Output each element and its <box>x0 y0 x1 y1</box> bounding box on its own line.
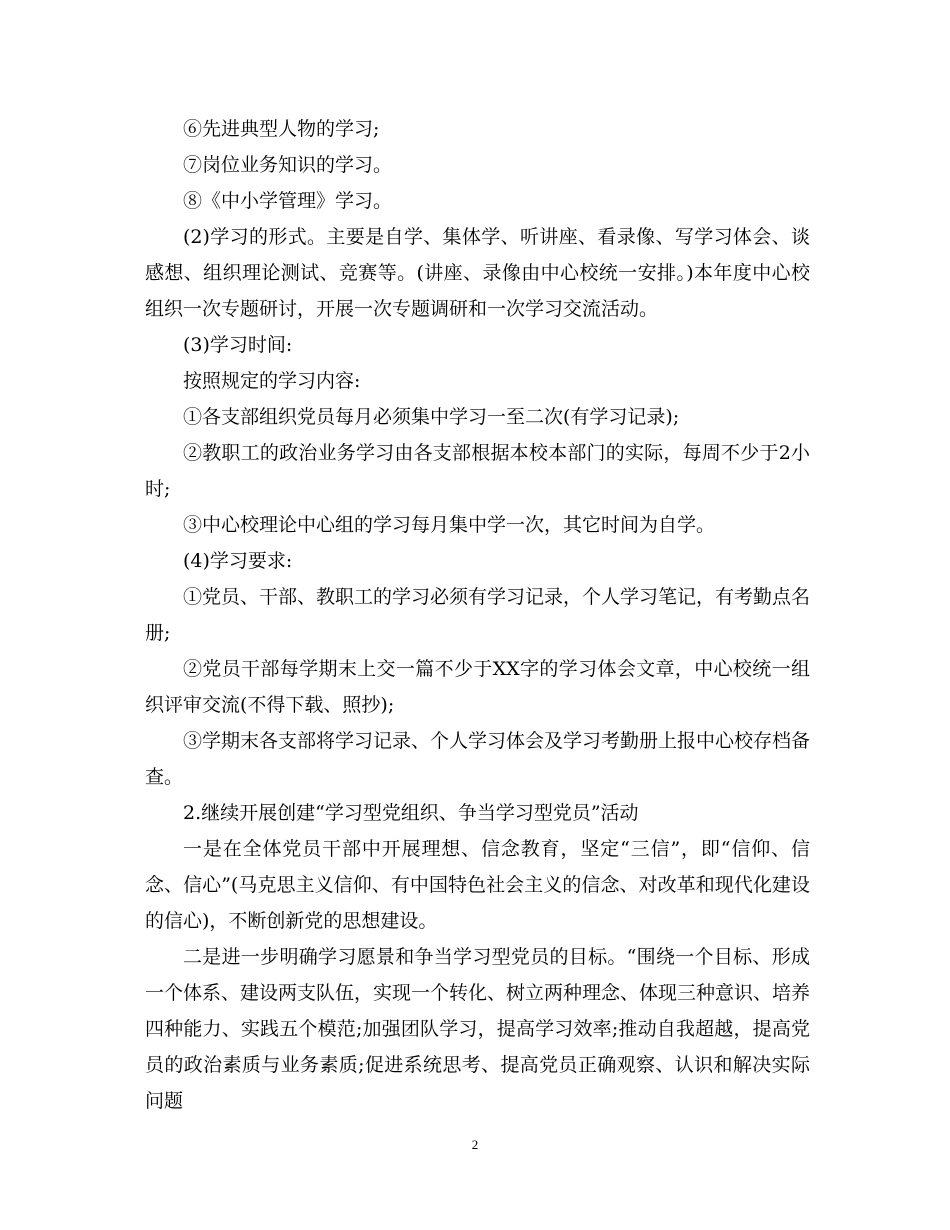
paragraph-study-job-knowledge: ⑦岗位业务知识的学习。 <box>183 154 393 176</box>
paragraph-ideals-education: 一是在全体党员干部中开展理想、信念教育，坚定“三信”，即“信仰、信念、信心”(马克思主义信仰、有中国特色社会主义的信念、对改革和现代化建设的信心)，不断创新党的思想建设。 <box>145 838 810 932</box>
paragraph-branch-monthly-study: ①各支部组织党员每月必须集中学习一至二次(有学习记录); <box>183 406 680 428</box>
paragraph-study-archive-requirement: ③学期末各支部将学习记录、个人学习体会及学习考勤册上报中心校存档备查。 <box>145 730 811 788</box>
paragraph-study-essay-requirement: ②党员干部每学期末上交一篇不少于XX字的学习体会文章，中心校统一组织评审交流(不得下载、照抄); <box>145 658 810 716</box>
page-number: 2 <box>471 1137 479 1152</box>
paragraph-learning-goals: 二是进一步明确学习愿景和争当学习型党员的目标。“围绕一个目标、形成一个体系、建设两支队伍，实现一个转化、树立两种理念、体现三种意识、培养四种能力、实践五个模范;加强团队学习，提高学习效率;推动自我超越，提高党员的政治素质与业务素质;促进系统思考、提高党员正确观察、认识和解决实际问题 <box>145 946 811 1112</box>
paragraph-study-requirements-heading: (4)学习要求: <box>183 550 293 572</box>
paragraph-central-group-study: ③中心校理论中心组的学习每月集中学一次，其它时间为自学。 <box>183 514 716 536</box>
paragraph-study-content-intro: 按照规定的学习内容: <box>183 370 361 392</box>
paragraph-staff-weekly-study: ②教职工的政治业务学习由各支部根据本校本部门的实际，每周不少于2小时; <box>145 442 810 500</box>
paragraph-section-learning-party: 2.继续开展创建“学习型党组织、争当学习型党员”活动 <box>183 802 639 824</box>
paragraph-study-school-management: ⑧《中小学管理》学习。 <box>183 190 393 212</box>
document-body <box>145 111 810 1119</box>
paragraph-study-forms: (2)学习的形式。主要是自学、集体学、听讲座、看录像、写学习体会、谈感想、组织理论测试、竞赛等。(讲座、录像由中心校统一安排。)本年度中心校组织一次专题研讨，开展一次专题调研和一次学习交流活动。 <box>145 226 810 320</box>
paragraph-study-time-heading: (3)学习时间: <box>183 334 293 356</box>
paragraph-study-records-requirement: ①党员、干部、教职工的学习必须有学习记录，个人学习笔记，有考勤点名册; <box>145 586 811 644</box>
paragraph-study-exemplary-figures: ⑥先进典型人物的学习; <box>183 118 380 140</box>
